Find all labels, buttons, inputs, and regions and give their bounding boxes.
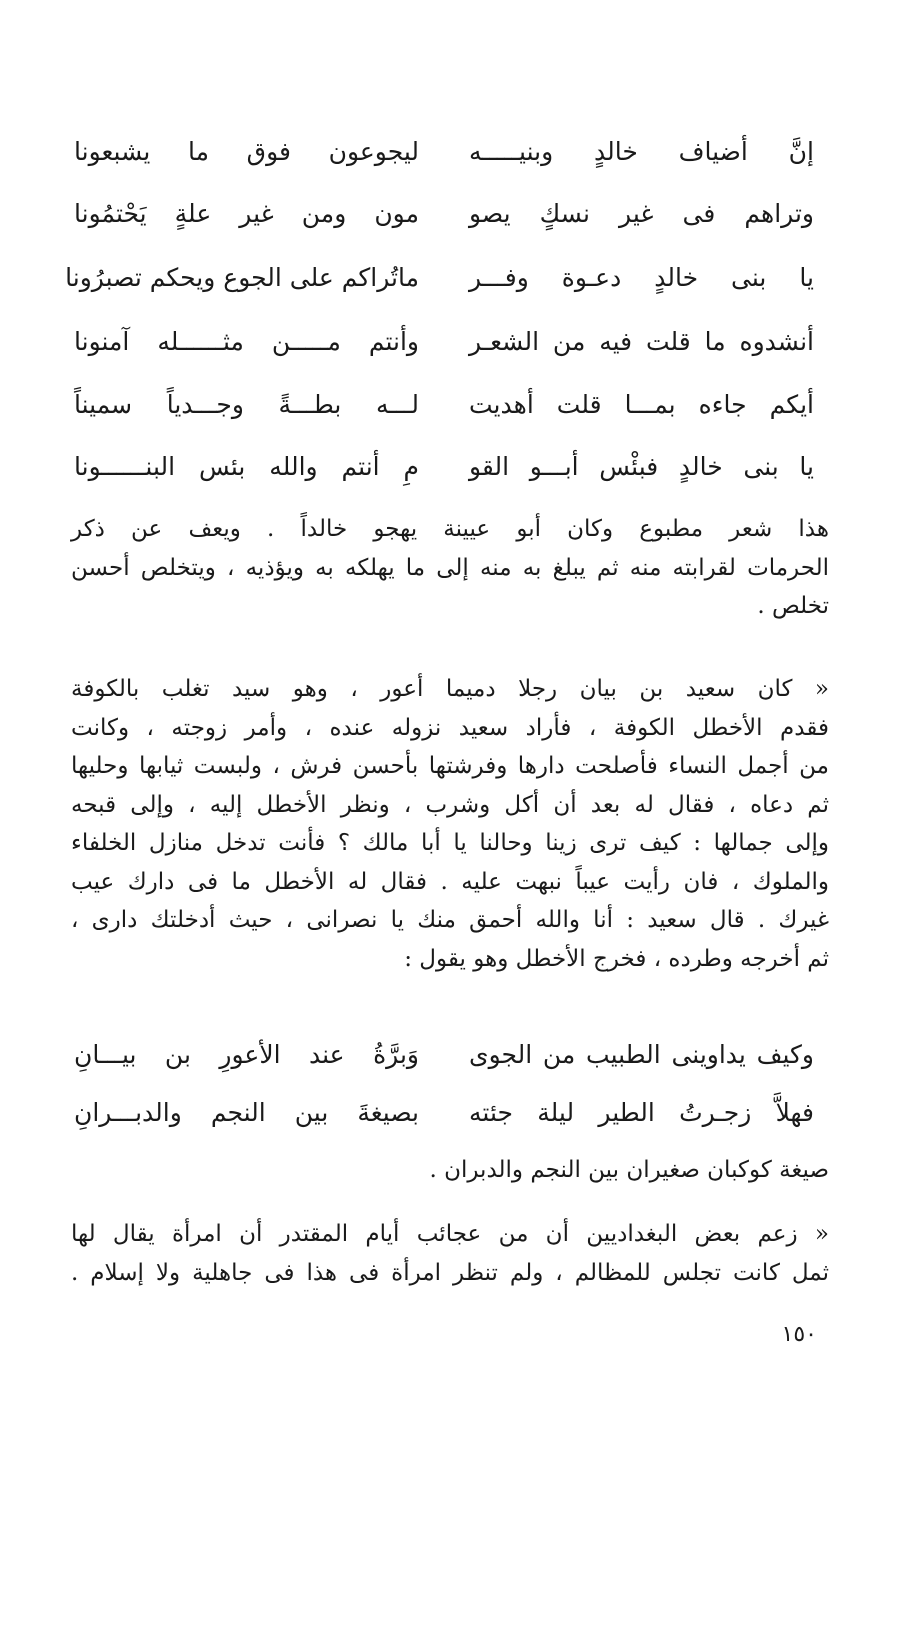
verse-first-hemistich: وكيف يداوينى الطبيب من الجوى	[469, 1040, 814, 1069]
verse-first-hemistich: وتراهم فى غير نسكٍ يصو	[469, 199, 814, 228]
text-line: ثم دعاه ، فقال له بعد أن أكل وشرب ، ونظر الأخطل إليه ، وإلى قبحه	[71, 791, 829, 818]
page-number: ١٥٠	[781, 1322, 817, 1347]
verse-first-hemistich: يا بنى خالدٍ دعـوة وفـــر	[469, 263, 814, 292]
text-line: من أجمل النساء فأصلحت دارها وفرشتها بأحسن فرش ، ولبست ثيابها وحليها	[71, 753, 829, 779]
verse-second-hemistich: وَبرَّةُ عند الأعورِ بن بيـــانِ	[74, 1040, 419, 1069]
text-line: هذا شعر مطبوع وكان أبو عيينة يهجو خالداً . ويعف عن ذكر	[71, 516, 829, 542]
anecdote-paragraph-2	[71, 1215, 829, 1292]
verse-line	[74, 194, 814, 234]
verse-first-hemistich: أيكم جاءه بمـــا قلت أهديت	[469, 390, 814, 419]
gloss-note: صيغة كوكبان صغيران بين النجم والدبران .	[429, 1157, 829, 1183]
verse-line	[74, 385, 814, 425]
verse-second-hemistich: ماتُراكم على الجوع ويحكم تصبرُونا	[65, 263, 419, 292]
text-line: « زعم بعض البغداديين أن من عجائب أيام المقتدر أن امرأة يقال لها	[71, 1221, 829, 1247]
text-line: فقدم الأخطل الكوفة ، فأراد سعيد نزوله عنده ، وأمر زوجته ، وكانت	[71, 714, 829, 741]
text-line: تخلص .	[757, 593, 829, 619]
text-line: ثمل كانت تجلس للمظالم ، ولم تنظر امرأة فى هذا فى جاهلية ولا إسلام .	[71, 1259, 829, 1286]
verse-second-hemistich: بصيغةَ بين النجم والدبـــرانِ	[74, 1098, 419, 1127]
verse-first-hemistich: يا بنى خالدٍ فبئْس أبـــو القو	[469, 452, 814, 481]
verse-second-hemistich: لـــه بطـــةً وجـــدياً سميناً	[74, 390, 419, 419]
verse-second-hemistich: مِ أنتم والله بئس البنــــــونا	[74, 452, 419, 481]
text-line: غيرك . قال سعيد : أنا والله أحمق منك يا نصرانى ، حيث أدخلتك دارى ،	[71, 907, 829, 933]
verse-line	[74, 322, 814, 362]
text-line: الحرمات لقرابته منه ثم يبلغ به منه إلى ما يهلكه به ويؤذيه ، ويتخلص أحسن	[71, 554, 829, 581]
verse-first-hemistich: إنَّ أضياف خالدٍ وبنيـــــه	[469, 137, 814, 166]
verse-first-hemistich: أنشدوه ما قلت فيه من الشعـر	[469, 327, 814, 356]
text-line: وإلى جمالها : كيف ترى زينا وحالنا يا أبا مالك ؟ فأنت تدخل منازل الخلفاء	[71, 830, 829, 856]
commentary-paragraph	[71, 510, 829, 626]
verse-line	[74, 1093, 814, 1133]
verse-second-hemistich: ليجوعون فوق ما يشبعونا	[74, 137, 419, 166]
anecdote-paragraph	[71, 670, 829, 978]
text-line: ثم أخرجه وطرده ، فخرج الأخطل وهو يقول :	[404, 945, 829, 972]
verse-first-hemistich: فهلاَّ زجـرتُ الطير ليلة جئته	[469, 1098, 814, 1127]
verse-second-hemistich: وأنتم مـــــن مثــــــله آمنونا	[74, 327, 419, 356]
text-line: « كان سعيد بن بيان رجلا دميما أعور ، وهو سيد تغلب بالكوفة	[71, 676, 829, 702]
verse-line	[74, 132, 814, 172]
verse-line	[74, 447, 814, 487]
verse-line	[74, 1035, 814, 1075]
verse-line	[65, 258, 814, 298]
verse-second-hemistich: مون ومن غير علةٍ يَحْتمُونا	[74, 199, 419, 228]
text-line: والملوك ، فان رأيت عيباً نبهت عليه . فقال له الأخطل ما فى دارك عيب	[71, 868, 829, 895]
